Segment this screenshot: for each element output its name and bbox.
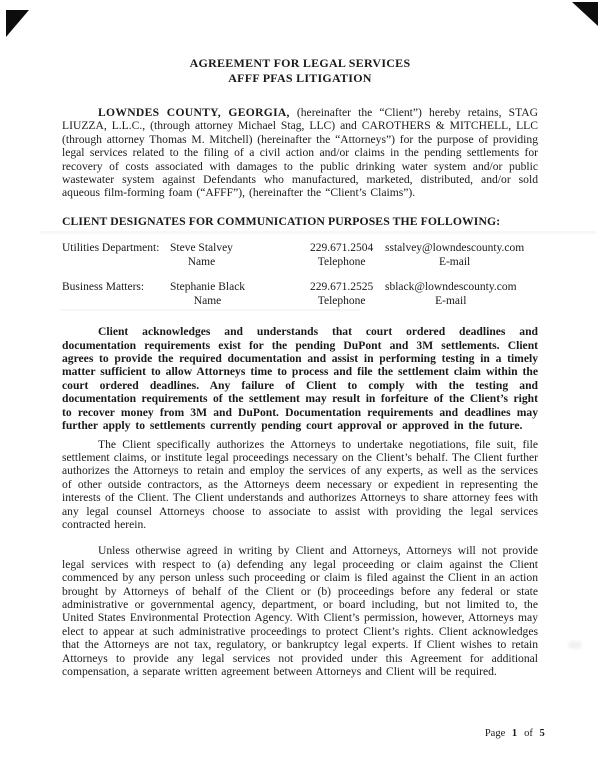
scan-corner-mark-top-right	[572, 2, 598, 26]
intro-paragraph	[62, 106, 538, 200]
scan-smudge-artifact	[568, 641, 582, 649]
contact-name-caption: Name	[187, 255, 216, 268]
intro-paragraph-body: (hereinafter the “Client”) hereby retains, STAG LIUZZA, L.L.C., (through attorney Michael Stag, LLC) and CAROTHERS & MITCHELL, LLC (through attorney Thomas M. Mitchell) (hereinafter the “Attorneys”) for the purpose of providing legal services related to the filing of a civil action and/or claims in the pending settlements for recovery of costs associated with damages to the public drinking water system and/or public wastewater system against Defendants who manufactured, marketed, distributed, and/or sold aqueous film-forming foam (“AFFF”), (hereinafter the “Client’s Claims”).	[62, 106, 538, 200]
footer-prefix: Page	[484, 728, 506, 739]
contact-phone-caption: Telephone	[317, 294, 366, 307]
contact-name-cell	[170, 242, 310, 269]
contact-phone-cell	[310, 242, 385, 269]
footer-of: of	[524, 728, 533, 739]
intro-paragraph-lead: LOWNDES COUNTY, GEORGIA,	[98, 106, 290, 119]
contact-row-business	[62, 281, 538, 308]
contact-email-caption: E-mail	[435, 294, 467, 307]
contact-label: Utilities Department:	[62, 242, 160, 255]
footer-total-pages: 5	[539, 728, 545, 739]
contact-phone: 229.671.2525	[310, 281, 374, 294]
document-title-line2: AFFF PFAS LITIGATION	[228, 70, 372, 85]
document-title-line1: AGREEMENT FOR LEGAL SERVICES	[189, 56, 411, 70]
contact-email-caption: E-mail	[438, 255, 471, 268]
document-title	[62, 56, 538, 85]
contact-name-caption: Name	[193, 294, 222, 307]
contact-name-cell	[170, 281, 310, 308]
authorization-paragraph: The Client specifically authorizes the Attorneys to undertake negotiations, file suit, file settlement claims, or institute legal proceedings necessary on the Client’s behalf. The Client further authorizes the Attorneys to retain and employ the services of any experts, as well as the services of other outside contractors, as the Attorneys deem necessary or expedient in representing the interests of the Client. The Client understands and authorizes Attorneys to share attorney fees with any legal counsel Attorneys choose to associate to assist with providing the legal services contracted herein.	[62, 437, 538, 531]
contact-phone-caption: Telephone	[317, 255, 366, 268]
contact-phone: 229.671.2504	[310, 242, 374, 255]
contact-name: Stephanie Black	[170, 281, 246, 294]
document-content	[62, 56, 538, 678]
contact-table	[62, 242, 538, 308]
footer-page-number: 1	[511, 728, 518, 739]
section-heading: CLIENT DESIGNATES FOR COMMUNICATION PURPOSES THE FOLLOWING:	[62, 214, 501, 228]
contact-email: sstalvey@lowndescounty.com	[385, 242, 525, 255]
deadlines-bold-paragraph: Client acknowledges and understands that court ordered deadlines and documentation requirements exist for the pending DuPont and 3M settlements. Client agrees to provide the required documentation and assist in performing testing in a timely matter sufficient to allow Attorneys time to process and file the settlement claim within the court ordered deadlines. Any failure of Client to comply with the testing and documentation requirements of the settlement may result in forfeiture of the Client’s right to recover money from 3M and DuPont. Documentation requirements and deadlines may further apply to settlements currently pending court approval or approved in the future.	[62, 325, 538, 433]
page-number-footer	[485, 728, 545, 739]
contact-row-utilities	[62, 242, 538, 269]
contact-label: Business Matters:	[62, 281, 145, 294]
contact-name: Steve Stalvey	[170, 242, 233, 255]
contact-phone-cell	[310, 281, 385, 308]
scan-corner-mark-top-left	[6, 10, 29, 37]
contact-email: sblack@lowndescounty.com	[385, 281, 517, 294]
contact-email-cell	[385, 281, 538, 308]
contact-email-cell	[385, 242, 538, 269]
scope-of-services-paragraph: Unless otherwise agreed in writing by Client and Attorneys, Attorneys will not provide legal services with respect to (a) defending any legal proceeding or claim against the Client commenced by any person unless such proceeding or claim is filed against the Client in an action brought by Attorneys of behalf of the Client or (b) proceedings before any federal or state administrative or governmental agency, department, or board including, but not limited to, the United States Environmental Protection Agency. With Client’s permission, however, Attorneys may elect to appear at such administrative proceedings to protect Client’s rights. Client acknowledges that the Attorneys are not tax, regulatory, or bankruptcy legal experts. If Client wishes to retain Attorneys to provide any legal services not provided under this Agreement for additional compensation, a separate written agreement between Attorneys and Client will be required.	[62, 544, 538, 678]
